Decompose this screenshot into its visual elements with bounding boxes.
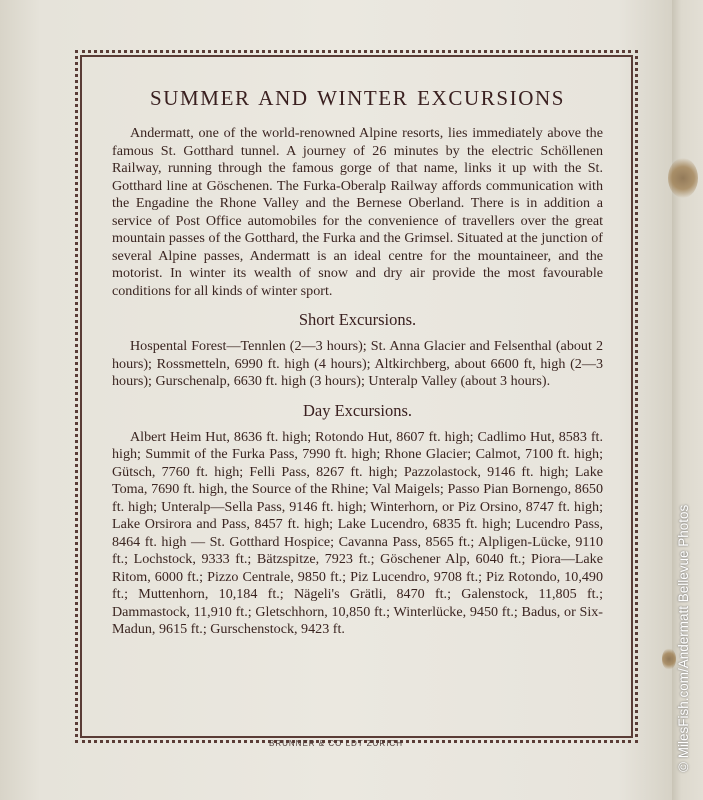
day-excursions-heading: Day Excursions. xyxy=(302,400,413,420)
photo-credit-watermark xyxy=(676,504,696,792)
printer-imprint: BRUNNER & CO LDT ZURICH xyxy=(269,739,403,748)
stain-mark xyxy=(668,158,698,198)
intro-paragraph: Andermatt, one of the world-renowned Alpine resorts, lies immediately above the famous St. Gotthard tunnel. A journey of 26 minutes by the electric Schöllenen Railway, running through the famous gorge of that name, links it up with the St. Gotthard line at Göschenen. The Furka-Oberalp Railway affords communication with the Engadine the Rhone Valley and the Bernese Oberland. There is in addition a service of Post Office automobiles for the convenience of travellers over the great mountain passes of the Gotthard, the Furka and the Grimsel. Situated at the junction of several Alpine passes, Andermatt is an ideal centre for the mountaineer, and the motorist. In winter its wealth of snow and dry air provide the most favourable conditions for all kinds of winter sport. xyxy=(112,125,603,299)
short-excursions-heading: Short Excursions. xyxy=(298,310,417,329)
page-title: SUMMER AND WINTER EXCURSIONS xyxy=(149,86,566,110)
short-excursions-text: Hospental Forest—Tennlen (2—3 hours); St. Anna Glacier and Felsenthal (about 2 hours); Rossmetteln, 6990 ft. high (4 hours); Altkirchberg, about 6600 ft, high (2—3 hours); Gurschenalp, 6630 ft. high (3 hours); Unteralp Valley (about 3 hours). xyxy=(112,338,603,389)
stain-mark xyxy=(662,648,676,670)
text-block xyxy=(112,86,603,639)
day-excursions-text: Albert Heim Hut, 8636 ft. high; Rotondo Hut, 8607 ft. high; Cadlimo Hut, 8583 ft. high; Summit of the Furka Pass, 7990 ft. high; Rhone Glacier; Calmot, 7100 ft. high; Gütsch, 7760 ft. high; Felli Pass, 8267 ft. high; Pazzolastock, 9146 ft. high; Lake Toma, 7690 ft. high, the Source of the Rhine; Val Maigels; Passo Pian Bornengo, 8650 ft. high; Unteralp—Sella Pass, 9146 ft. high; Winterhorn, or Piz Orsino, 8747 ft. high; Lake Orsirora and Pass, 8457 ft. high; Lake Lucendro, 6835 ft. high; Lucendro Pass, 8464 ft. high — St. Gotthard Hospice; Cavanna Pass, 8565 ft.; Alpligen-Lücke, 9110 ft.; Lochstock, 9333 ft.; Bätzspitze, 7923 ft.; Göschener Alp, 6040 ft.; Piora—Lake Ritom, 6000 ft.; Pizzo Centrale, 9850 ft.; Piz Lucendro, 9708 ft.; Piz Rotondo, 10,490 ft.; Muttenhorn, 10,184 ft.; Nägeli's Grätli, 8470 ft.; Galenstock, 11,805 ft.; Dammastock, 11,910 ft.; Gletschhorn, 10,850 ft.; Winterlücke, 9450 ft.; Badus, or Six-Madun, 9615 ft.; Gurschenstock, 9423 ft. xyxy=(112,428,603,637)
credit-text: © MilesFish.com/Andermatt Bellevue Photos xyxy=(676,504,691,772)
